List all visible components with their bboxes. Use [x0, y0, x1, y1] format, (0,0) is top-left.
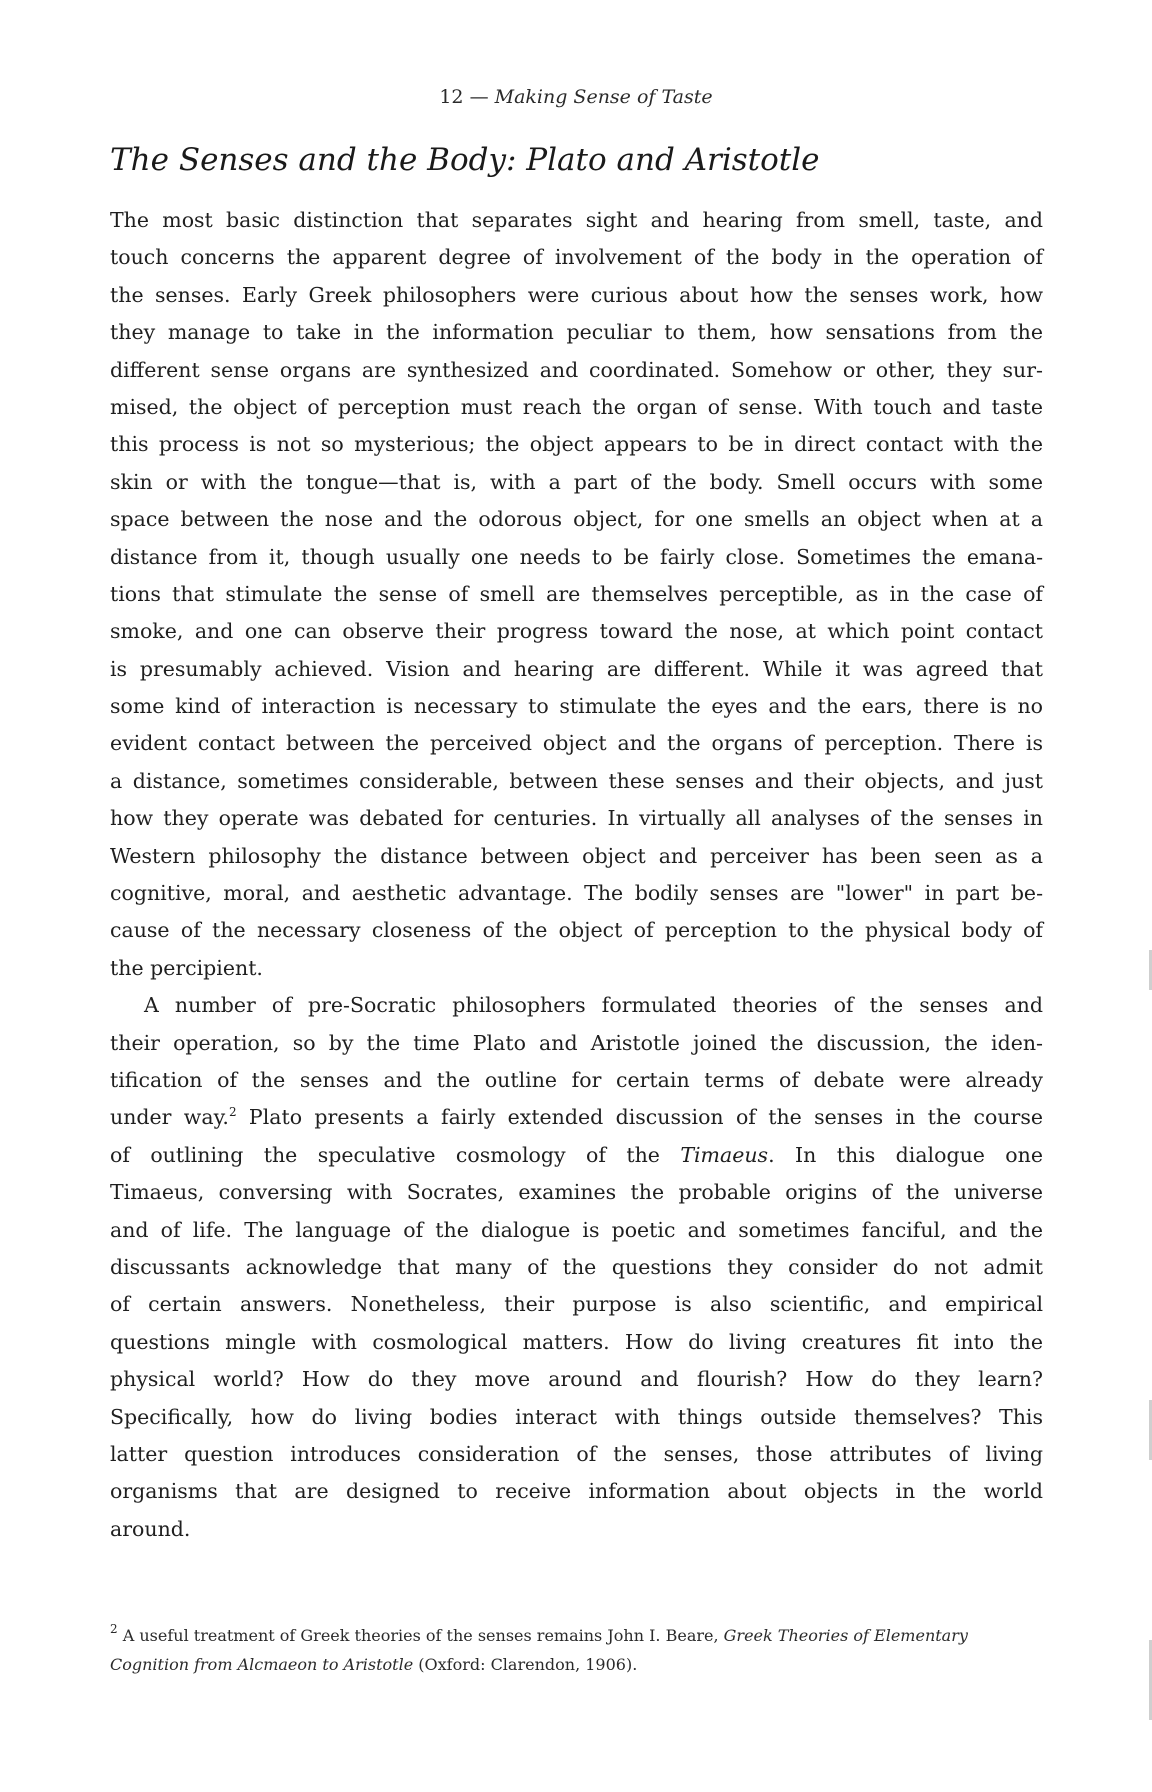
text-line: around.: [110, 1516, 191, 1541]
text-line: the percipient.: [110, 955, 263, 980]
text-run: of outlining the speculative cosmology of the: [110, 1142, 681, 1167]
text-line: A number of pre-Socratic philosophers formulated theories of the senses and: [144, 993, 1043, 1018]
text-line: mised, the object of perception must reach the organ of sense. With touch and taste: [110, 394, 1043, 419]
footnote-book-title: Cognition from Alcmaeon to Aristotle: [110, 1655, 414, 1674]
section-heading: The Senses and the Body: Plato and Aristotle: [110, 142, 820, 178]
text-line: the senses. Early Greek philosophers were curious about how the senses work, how: [110, 282, 1043, 307]
text-line: how they operate was debated for centuries. In virtually all analyses of the senses in: [110, 806, 1043, 831]
text-line: touch concerns the apparent degree of involvement of the body in the operation of: [110, 245, 1043, 270]
text-line: physical world? How do they move around and flourish? How do they learn?: [110, 1367, 1043, 1392]
text-line: a distance, sometimes considerable, between these senses and their objects, and just: [110, 768, 1043, 793]
text-line: evident contact between the perceived object and the organs of perception. There is: [110, 731, 1043, 756]
text-line: The most basic distinction that separates sight and hearing from smell, taste, and: [110, 208, 1043, 232]
text-line: some kind of interaction is necessary to stimulate the eyes and the ears, there is no: [110, 694, 1043, 719]
footnote-book-title: Greek Theories of Elementary: [723, 1626, 968, 1645]
text-line: their operation, so by the time Plato and Aristotle joined the discussion, the iden-: [110, 1030, 1043, 1055]
paragraph-2: [110, 987, 1043, 1548]
footnote-line: [110, 1650, 1043, 1679]
running-head: [0, 86, 1152, 108]
text-line: is presumably achieved. Vision and hearing are different. While it was agreed that: [110, 656, 1043, 681]
text-line: cognitive, moral, and aesthetic advantage. The bodily senses are "lower" in part be-: [110, 881, 1043, 906]
text-line: tification of the senses and the outline for certain terms of debate were already: [110, 1067, 1043, 1092]
text-line: Western philosophy the distance between object and perceiver has been seen as a: [110, 843, 1043, 868]
footnote-reference[interactable]: 2: [228, 1105, 237, 1120]
text-line: distance from it, though usually one needs to be fairly close. Sometimes the emana-: [110, 544, 1043, 569]
text-line: they manage to take in the information peculiar to them, how sensations from the: [110, 320, 1043, 345]
text-run: Plato presents a fairly extended discussion of the senses in the course: [236, 1105, 1043, 1130]
page-number: 12: [439, 86, 464, 108]
running-head-separator: —: [469, 86, 489, 108]
text-line: [110, 1099, 1043, 1136]
body-text: [110, 202, 1043, 1548]
footnote: [110, 1621, 1043, 1679]
text-line: different sense organs are synthesized and coordinated. Somehow or other, they sur-: [110, 357, 1043, 382]
text-line: smoke, and one can observe their progress toward the nose, at which point contact: [110, 619, 1043, 644]
text-line: cause of the necessary closeness of the object of perception to the physical body of: [110, 918, 1043, 943]
text-line: skin or with the tongue—that is, with a part of the body. Smell occurs with some: [110, 469, 1043, 494]
text-line: organisms that are designed to receive information about objects in the world: [110, 1479, 1043, 1504]
text-line: latter question introduces consideration of the senses, those attributes of living: [110, 1441, 1043, 1466]
paragraph-1: [110, 202, 1043, 987]
text-line: Specifically, how do living bodies interact with things outside themselves? This: [110, 1404, 1043, 1429]
text-line: tions that stimulate the sense of smell are themselves perceptible, as in the case of: [110, 581, 1043, 606]
text-run: . In this dialogue one: [768, 1142, 1043, 1167]
text-line: Timaeus, conversing with Socrates, examines the probable origins of the universe: [110, 1180, 1043, 1205]
running-head-title: Making Sense of Taste: [494, 86, 713, 108]
text-line: this process is not so mysterious; the object appears to be in direct contact with the: [110, 432, 1043, 457]
text-line: of certain answers. Nonetheless, their purpose is also scientific, and empirical: [110, 1292, 1043, 1317]
footnote-text: (Oxford: Clarendon, 1906).: [413, 1655, 638, 1674]
text-run: under way.: [110, 1105, 229, 1130]
footnote-number: 2: [110, 1622, 118, 1636]
text-line: [110, 1137, 1043, 1174]
text-line: discussants acknowledge that many of the questions they consider do not admit: [110, 1254, 1043, 1279]
work-title: Timaeus: [680, 1142, 769, 1167]
footnote-text: A useful treatment of Greek theories of the senses remains John I. Beare,: [117, 1626, 724, 1645]
text-line: questions mingle with cosmological matters. How do living creatures fit into the: [110, 1329, 1043, 1354]
footnote-line: [110, 1621, 1043, 1650]
text-line: space between the nose and the odorous object, for one smells an object when at a: [110, 507, 1043, 532]
text-line: and of life. The language of the dialogue is poetic and sometimes fanciful, and the: [110, 1217, 1043, 1242]
